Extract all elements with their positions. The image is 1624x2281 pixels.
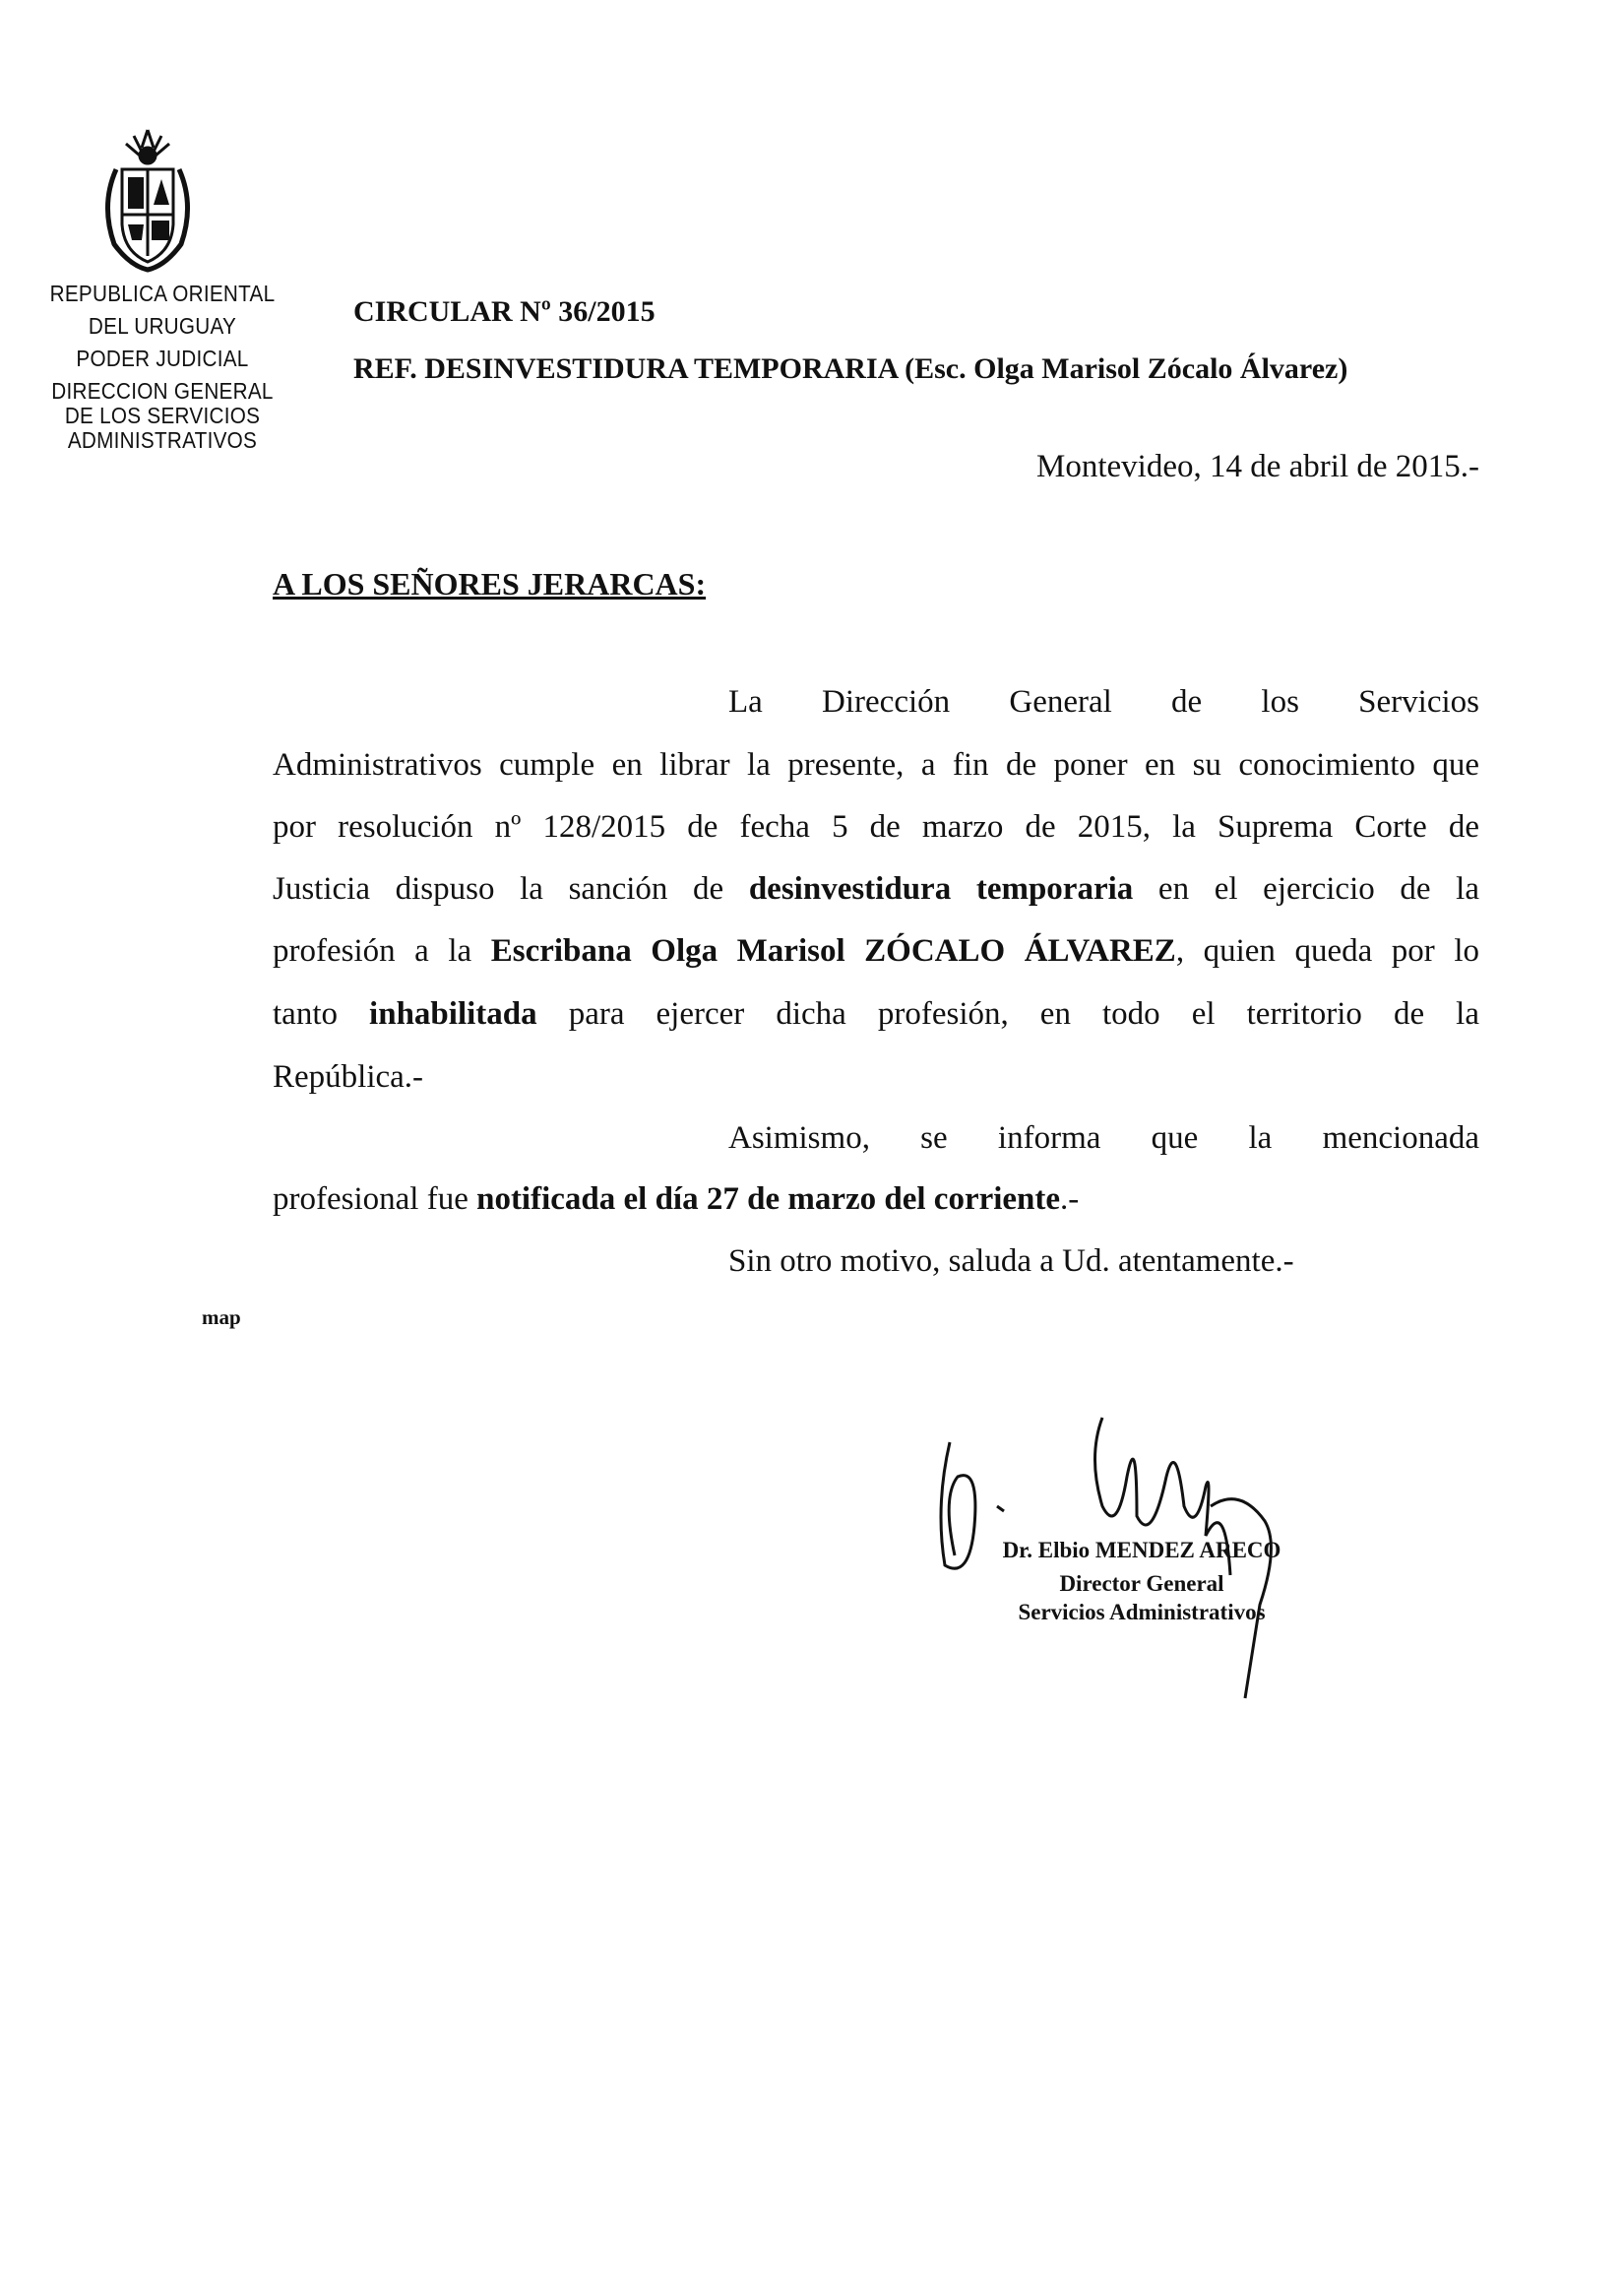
letterhead: [43, 282, 282, 453]
text-segment: tanto: [273, 996, 370, 1032]
text-segment: , quien queda por lo: [1175, 933, 1479, 969]
text-segment: Administrativos cumple en librar la presente, a fin de poner en su conocimiento que: [273, 747, 1479, 783]
text-segment: profesional fue: [273, 1181, 477, 1217]
letterhead-line: DIRECCION GENERAL: [51, 378, 274, 404]
bold-text: notificada el día 27 de marzo del corriente: [476, 1181, 1061, 1217]
body-line: [728, 1118, 1479, 1158]
text-segment: Justicia dispuso la sanción de: [273, 871, 749, 907]
letterhead-line: PODER JUDICIAL: [76, 346, 249, 371]
text-segment: Asimismo, se informa que la mencionada: [728, 1120, 1479, 1156]
body-line: [273, 807, 1479, 847]
letterhead-line: DEL URUGUAY: [88, 313, 237, 339]
text-segment: .-: [1060, 1181, 1080, 1217]
letterhead-line: ADMINISTRATIVOS: [67, 427, 258, 453]
body-line: [273, 869, 1479, 909]
body-line: [728, 1241, 1294, 1281]
body-line: [728, 682, 1479, 722]
coat-of-arms-icon: [87, 126, 210, 276]
text-segment: profesión a la: [273, 933, 491, 969]
reference: REF. DESINVESTIDURA TEMPORARIA (Esc. Olga Marisol Zócalo Álvarez): [353, 352, 1348, 385]
text-segment: La Dirección General de los Servicios: [728, 684, 1479, 720]
greeting: A LOS SEÑORES JERARCAS:: [273, 566, 707, 602]
text-segment: por resolución nº 128/2015 de fecha 5 de marzo de 2015, la Suprema Corte de: [273, 809, 1479, 845]
body-line: [273, 994, 1479, 1034]
body-line: [273, 745, 1479, 785]
text-segment: República.-: [273, 1059, 424, 1095]
date-line: Montevideo, 14 de abril de 2015.-: [1036, 449, 1479, 484]
text-segment: en el ejercicio de la: [1133, 871, 1479, 907]
letterhead-line: REPUBLICA ORIENTAL: [49, 281, 276, 306]
signatory-name: Dr. Elbio MENDEZ ARECO: [1002, 1538, 1281, 1562]
bold-text: inhabilitada: [369, 996, 537, 1032]
signatory-office: Servicios Administrativos: [1018, 1600, 1266, 1624]
typist-initials: map: [202, 1305, 241, 1329]
circular-number: CIRCULAR Nº 36/2015: [353, 295, 656, 328]
text-segment: para ejercer dicha profesión, en todo el territorio de la: [536, 996, 1479, 1032]
bold-text: Escribana Olga Marisol ZÓCALO ÁLVAREZ: [490, 933, 1176, 969]
signatory-title: Director General: [1059, 1571, 1224, 1596]
body-line: [273, 1057, 423, 1097]
bold-text: desinvestidura temporaria: [748, 871, 1134, 907]
text-segment: Sin otro motivo, saluda a Ud. atentamente.-: [728, 1243, 1294, 1279]
letterhead-line: DE LOS SERVICIOS: [64, 403, 261, 428]
body-line: [273, 931, 1479, 971]
body-line: [273, 1179, 1079, 1219]
